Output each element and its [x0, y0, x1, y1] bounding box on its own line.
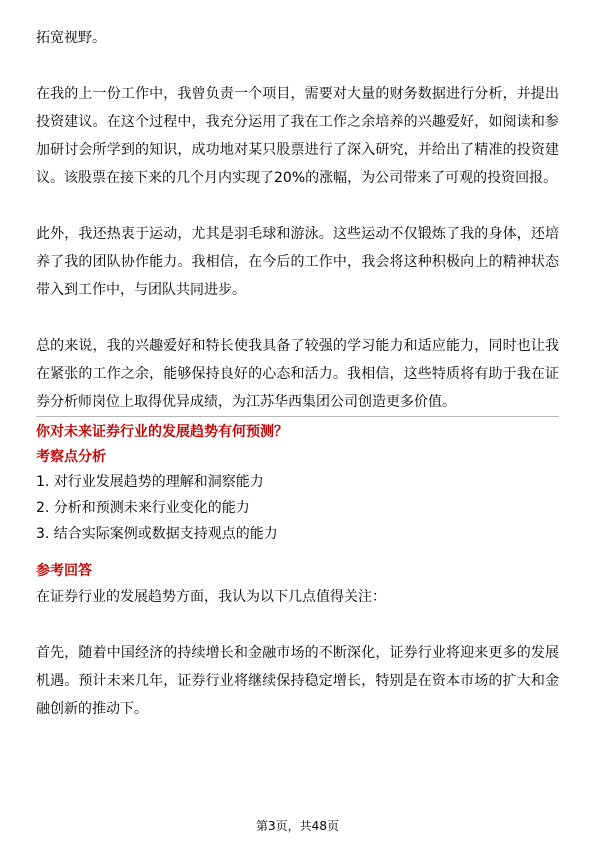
paragraph-previous-job: 在我的上一份工作中，我曾负责一个项目，需要对大量的财务数据进行分析，并提出投资建议。在这个过程中，我充分运用了我在工作之余培养的兴趣爱好，如阅读和参加研讨会所学到的知识，成功地对某只股票进行了深入研究，并给出了精准的投资建议。该股票在接下来的几个月内实现了20%的涨幅，为公司带来了可观的投资回报。 [36, 86, 559, 186]
answer-paragraph-1: 首先，随着中国经济的持续增长和金融市场的不断深化，证券行业将迎来更多的发展机遇。预计未来几年，证券行业将继续保持稳定增长，特别是在资本市场的扩大和金融创新的推动下。 [36, 645, 559, 717]
section-gap [36, 547, 559, 559]
answer-heading: 参考回答 [36, 563, 92, 579]
analysis-item-1: 1. 对行业发展趋势的理解和洞察能力 [36, 474, 264, 490]
paragraph-continuation: 拓宽视野。 [36, 30, 106, 46]
page-number-footer: 第3页，共48页 [256, 819, 339, 833]
interview-question: 你对未来证券行业的发展趋势有何预测？ [36, 424, 288, 440]
analysis-item-2: 2. 分析和预测未来行业变化的能力 [36, 500, 250, 516]
section-divider [36, 416, 559, 417]
analysis-item-3: 3. 结合实际案例或数据支持观点的能力 [36, 526, 278, 542]
answer-intro: 在证券行业的发展趋势方面，我认为以下几点值得关注： [36, 589, 386, 605]
paragraph-gap [36, 611, 559, 639]
page-content [36, 24, 559, 723]
paragraph-summary: 总的来说，我的兴趣爱好和特长使我具备了较强的学习能力和适应能力，同时也让我在紧张的工作之余，能够保持良好的心态和活力。我相信，这些特质将有助于我在证券分析师岗位上取得优异成绩，为江苏华西集团公司创造更多价值。 [36, 338, 559, 410]
analysis-heading: 考察点分析 [36, 449, 106, 465]
paragraph-gap [36, 52, 559, 80]
paragraph-sports: 此外，我还热衷于运动，尤其是羽毛球和游泳。这些运动不仅锻炼了我的身体，还培养了我的团队协作能力。我相信，在今后的工作中，我会将这种积极向上的精神状态带入到工作中，与团队共同进步。 [36, 226, 559, 298]
paragraph-gap [36, 192, 559, 220]
paragraph-gap [36, 304, 559, 332]
